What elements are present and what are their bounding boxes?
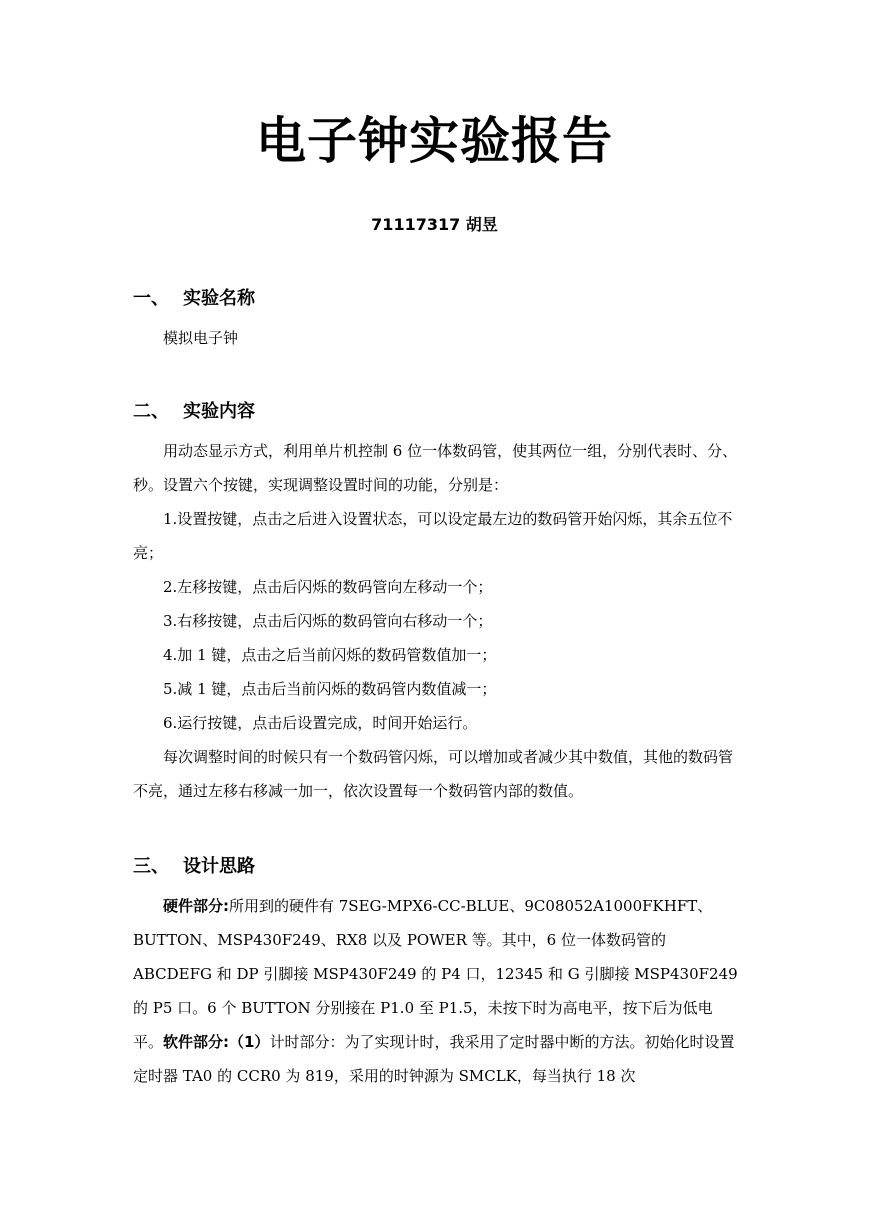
section-number: 二、 bbox=[133, 401, 169, 422]
content-list-item: 6.运行按键，点击后设置完成，时间开始运行。 bbox=[163, 714, 478, 732]
software-label: 软件部分: bbox=[163, 1033, 229, 1051]
section-title: 实验名称 bbox=[183, 288, 255, 309]
section-heading-name bbox=[133, 286, 255, 312]
content-list-item: 3.右移按键，点击后闪烁的数码管向右移动一个； bbox=[163, 612, 493, 630]
experiment-name-text: 模拟电子钟 bbox=[163, 329, 239, 347]
software-subsection-number: （1） bbox=[229, 1033, 270, 1051]
content-summary-paragraph: 每次调整时间的时候只有一个数码管闪烁，可以增加或者减少其中数值，其他的数码管不亮，通过左移右移减一加一，依次设置每一个数码管内部的数值。 bbox=[133, 748, 734, 800]
hardware-label: 硬件部分: bbox=[163, 897, 229, 915]
content-intro-paragraph: 用动态显示方式，利用单片机控制 6 位一体数码管，使其两位一组，分别代表时、分、秒。设置六个按键，实现调整设置时间的功能，分别是： bbox=[133, 442, 738, 494]
section-number: 一、 bbox=[133, 288, 169, 309]
hardware-text: 所用到的硬件有 7SEG-MPX6-CC-BLUE、9C08052A1000FKHFT、BUTTON、MSP430F249、RX8 以及 POWER 等。其中，6 位一体数码管的 ABCDEFG 和 DP 引脚接 MSP430F249 的 P4 口，12345 和 G 引脚接 MSP430F249 的 P5 口。6 个 BUTTON 分别接在 P1.0 至 P1.5，未按下时为高电平，按下后为低电平。 bbox=[133, 897, 738, 1051]
section-title: 实验内容 bbox=[183, 401, 255, 422]
document-title: 电子钟实验报告 bbox=[256, 112, 613, 170]
section-heading-content bbox=[133, 399, 255, 425]
content-list-item: 2.左移按键，点击后闪烁的数码管向左移动一个； bbox=[163, 578, 493, 596]
software-text: 计时部分：为了实现计时，我采用了定时器中断的方法。初始化时设置定时器 TA0 的 CCR0 为 819，采用的时钟源为 SMCLK，每当执行 18 次 bbox=[133, 1033, 735, 1085]
section-heading-design bbox=[133, 854, 255, 880]
software-paragraph bbox=[133, 1025, 741, 1093]
section-number: 三、 bbox=[133, 856, 169, 877]
content-list-item: 5.减 1 键，点击后当前闪烁的数码管内数值减一； bbox=[163, 680, 497, 698]
content-list-item: 1.设置按键，点击之后进入设置状态，可以设定最左边的数码管开始闪烁，其余五位不亮； bbox=[133, 510, 733, 562]
author-line: 71117317 胡昱 bbox=[371, 215, 498, 234]
section-title: 设计思路 bbox=[183, 856, 255, 877]
content-list-item: 4.加 1 键，点击之后当前闪烁的数码管数值加一； bbox=[163, 646, 497, 664]
